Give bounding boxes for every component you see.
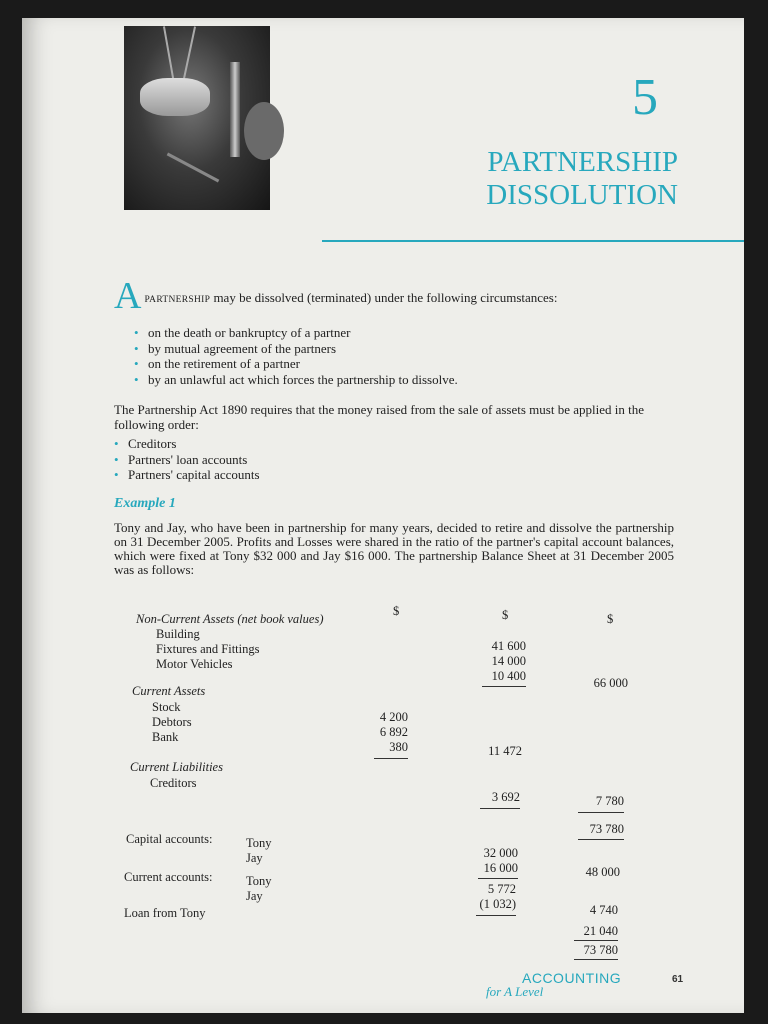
motor-value: 10 400 (491, 669, 526, 683)
bank-value: 380 (389, 740, 408, 754)
currency-col2: $ (502, 608, 509, 622)
current-jay-value: (1 032) (479, 897, 516, 911)
ca-total: 11 472 (488, 744, 522, 758)
list-item: • by an unlawful act which forces the partnership to dissolve. (134, 372, 634, 388)
loan-label: Loan from Tony (124, 906, 206, 920)
nca-total: 66 000 (593, 676, 628, 690)
currency-col1: $ (393, 604, 400, 618)
capital-total: 48 000 (585, 865, 620, 879)
fixtures-label: Fixtures and Fittings (156, 642, 260, 656)
capital-tony-label: Tony (246, 836, 272, 850)
grand-total: 73 780 (583, 943, 618, 957)
act-paragraph: The Partnership Act 1890 requires that the money raised from the sale of assets must be applied in the following order: (114, 402, 644, 432)
fixtures-value: 14 000 (491, 654, 526, 668)
current-tony-label: Tony (246, 874, 272, 888)
subtotal-rule (478, 878, 518, 879)
creditors-label: Creditors (150, 776, 197, 790)
current-assets-heading: Current Assets (132, 684, 206, 698)
intro-paragraph: APARTNERSHIP may be dissolved (terminated) under the following circumstances: (114, 275, 558, 317)
list-item: • on the death or bankruptcy of a partner (134, 325, 634, 341)
motor-label: Motor Vehicles (156, 657, 233, 671)
book-page (22, 18, 744, 1013)
capital-tony-value: 32 000 (483, 846, 518, 860)
subtotal-rule (476, 915, 516, 916)
stock-label: Stock (152, 700, 181, 714)
list-item: • by mutual agreement of the partners (134, 341, 634, 357)
currency-col3: $ (607, 612, 614, 626)
footer-brand: ACCOUNTING (522, 970, 622, 986)
debtors-value: 6 892 (379, 725, 408, 739)
example-heading: Example 1 (114, 496, 176, 511)
subtotal-rule (482, 686, 526, 687)
drop-cap: A (114, 275, 142, 317)
chapter-title: PARTNERSHIP DISSOLUTION (486, 146, 678, 212)
balance-sheet (22, 18, 744, 1013)
current-tony-value: 5 772 (487, 882, 516, 896)
chapter-number: 5 (632, 69, 658, 126)
page-number: 61 (672, 974, 684, 985)
list-item: • on the retirement of a partner (134, 356, 634, 372)
current-jay-label: Jay (246, 889, 263, 903)
current-liabilities-heading: Current Liabilities (130, 760, 223, 774)
bank-label: Bank (152, 730, 179, 744)
list-item: • Partners' capital accounts (114, 467, 514, 483)
total-rule (578, 839, 624, 840)
list-item: • Partners' loan accounts (114, 452, 514, 468)
creditors-value: 3 692 (491, 790, 520, 804)
building-value: 41 600 (491, 639, 526, 653)
stock-value: 4 200 (379, 710, 408, 724)
capital-accounts-label: Capital accounts: (126, 832, 213, 846)
current-accounts-label: Current accounts: (124, 870, 213, 884)
list-item: • Creditors (114, 436, 514, 452)
net-current-assets: 7 780 (595, 794, 624, 808)
non-current-assets-heading: Non-Current Assets (net book values) (136, 612, 324, 626)
capital-jay-label: Jay (246, 851, 263, 865)
total-rule (574, 959, 618, 960)
subtotal-rule (374, 758, 408, 759)
example-paragraph: Tony and Jay, who have been in partnership for many years, decided to retire and dissolve the partnership on 31 December 2005. Profits and Losses were shared in the ratio of the partner's capital account balances, which were fixed at Tony $32 000 and Jay $16 000. The partnership Balance Sheet at 31 December 2005 was as follows: (114, 520, 674, 577)
footer-subtitle: for A Level (486, 984, 544, 999)
debtors-label: Debtors (152, 715, 192, 729)
current-total: 4 740 (589, 903, 618, 917)
subtotal-rule (480, 808, 520, 809)
total-rule (574, 940, 618, 941)
capital-jay-value: 16 000 (483, 861, 518, 875)
building-label: Building (156, 627, 200, 641)
loan-value: 21 040 (583, 924, 618, 938)
total-rule (578, 812, 624, 813)
total-net-assets: 73 780 (589, 822, 624, 836)
